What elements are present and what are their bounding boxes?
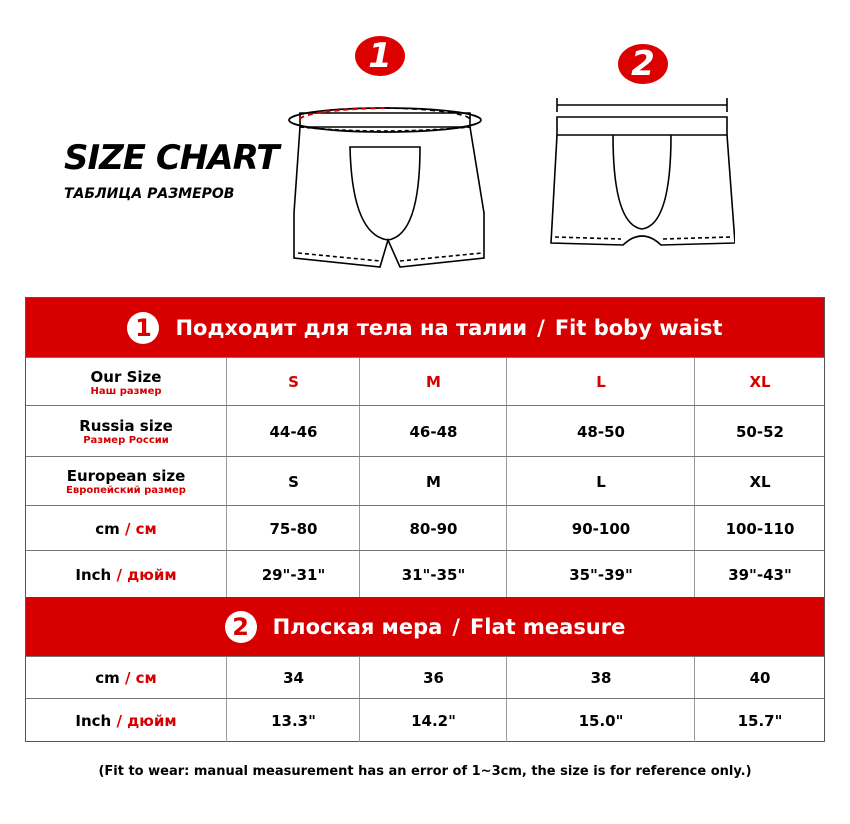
table-cell: 100-110 [694,506,825,551]
row-label [26,699,226,742]
section-1-separator: / [537,315,545,340]
row-label-ru: см [135,519,157,538]
row-label [26,406,226,457]
row-label-ru: см [135,669,157,687]
table-cell: L [506,358,695,406]
table-row [26,656,824,699]
row-label-ru: дюйм [127,565,177,584]
table-cell: M [359,457,507,506]
table-row [26,505,824,551]
table-cell: M [359,358,507,406]
table-cell: 31"-35" [359,551,507,598]
diagram-1-badge: 1 [355,36,405,76]
table-row [26,405,824,457]
section-1-title-en: Fit boby waist [554,315,723,340]
section-2-number-badge: 2 [225,611,257,643]
table-cell: S [226,457,360,506]
table-cell: S [226,358,360,406]
footnote: (Fit to wear: manual measurement has an error of 1~3cm, the size is for reference only.) [98,764,752,779]
table-row [26,357,824,406]
section-2-title: Плоская мера [272,614,443,639]
section-2-banner [26,597,824,656]
table-cell: 75-80 [226,506,360,551]
row-label-en: Inch [75,565,112,584]
row-label-sep: / [119,669,136,687]
boxer-waist-diagram [280,95,490,270]
table-cell: 80-90 [359,506,507,551]
table-cell: 38 [506,657,695,699]
row-label-en: cm [95,519,120,538]
section-2-separator: / [452,614,460,639]
table-cell: L [506,457,695,506]
table-cell: 14.2" [359,699,507,742]
page-subtitle: ТАБЛИЦА РАЗМЕРОВ [64,186,235,202]
table-cell: 90-100 [506,506,695,551]
size-table [25,297,825,742]
table-cell: 29"-31" [226,551,360,598]
page-title: SIZE CHART [64,138,279,178]
row-label-sep: / [119,519,136,538]
table-cell: 48-50 [506,406,695,457]
row-label-en: Inch [75,711,112,730]
table-cell: 35"-39" [506,551,695,598]
section-1-number-badge: 1 [127,312,159,344]
row-label-ru: Европейский размер [66,485,186,496]
row-label [26,551,226,598]
table-cell: 34 [226,657,360,699]
table-row [26,550,824,598]
diagram-2-badge: 2 [618,44,668,84]
table-cell: 50-52 [694,406,825,457]
table-cell: 44-46 [226,406,360,457]
row-label-en: Our Size [90,367,162,386]
row-label-en: cm [95,669,120,687]
row-label [26,358,226,406]
row-label-ru: Размер России [83,435,169,446]
row-label [26,657,226,699]
table-row [26,698,824,742]
table-cell: 46-48 [359,406,507,457]
table-cell: 13.3" [226,699,360,742]
row-label-sep: / [111,565,128,584]
row-label-en: European size [66,467,186,485]
table-row [26,456,824,506]
row-label [26,457,226,506]
row-label-ru: Наш размер [90,385,162,397]
row-label-en: Russia size [79,417,173,435]
table-cell: 39"-43" [694,551,825,598]
section-1-title: Подходит для тела на талии [175,315,528,340]
table-cell: 36 [359,657,507,699]
table-cell: XL [694,457,825,506]
section-1-banner [26,298,824,357]
row-label-sep: / [111,711,128,730]
table-cell: 15.7" [694,699,825,742]
row-label [26,506,226,551]
table-cell: 40 [694,657,825,699]
section-2-title-en: Flat measure [469,614,626,639]
boxer-flat-diagram [545,95,735,265]
table-cell: 15.0" [506,699,695,742]
table-cell: XL [694,358,825,406]
row-label-ru: дюйм [127,711,177,730]
